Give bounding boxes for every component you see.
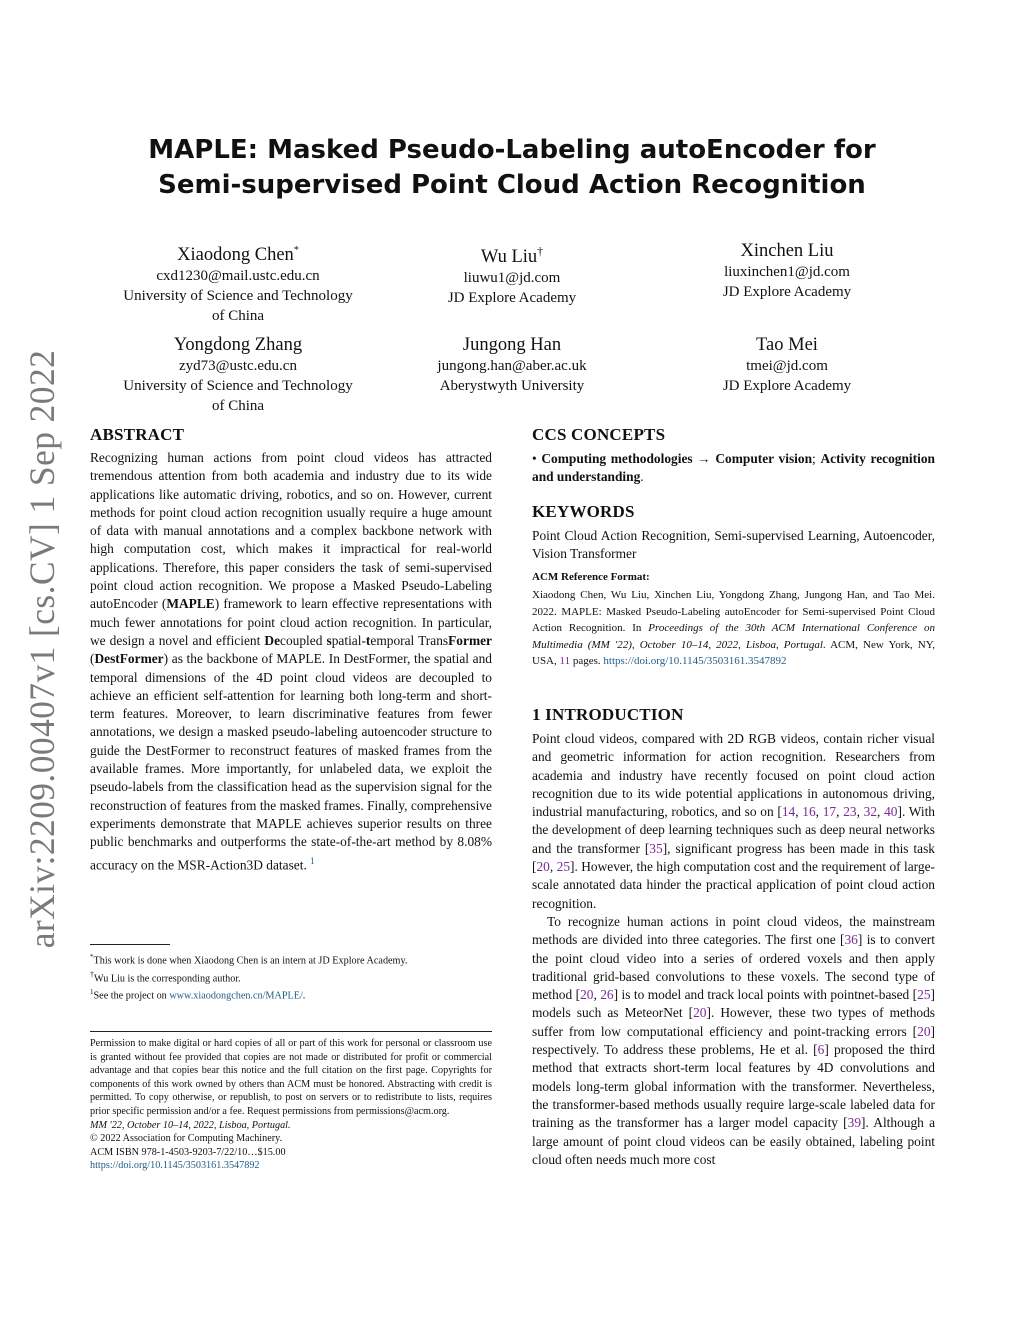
author-affiliation: JD Explore Academy [722,284,852,300]
author-block [637,240,937,302]
paper-title-line-2: Semi-supervised Point Cloud Action Recognition [158,170,866,200]
keywords-heading: KEYWORDS [532,502,635,521]
author-affiliation: University of Science and Technology [123,288,353,305]
author-block [88,240,388,326]
footnote-rule [90,944,170,945]
author-affiliation: Aberystwyth University [439,378,585,394]
author-name: Yongdong Zhang [173,335,303,355]
copyright-line: © 2022 Association for Computing Machinery. [90,1133,283,1145]
author-affiliation: University of Science and Technology [123,378,353,394]
venue-line: MM '22, October 10–14, 2022, Lisboa, Portugal. [90,1119,291,1131]
author-block [362,334,662,396]
intro-heading: 1 INTRODUCTION [532,705,684,724]
author-block [362,240,662,308]
author-name: Xinchen Liu [740,241,834,261]
author-block [88,334,388,416]
isbn-line: ACM ISBN 978-1-4503-9203-7/22/10…$15.00 [90,1146,286,1158]
ccs-heading: CCS CONCEPTS [532,425,666,444]
author-name: Xiaodong Chen [177,245,294,266]
author-email: liuwu1@jd.com [463,270,561,287]
author-block [637,334,937,396]
author-email: cxd1230@mail.ustc.edu.cn [156,268,320,285]
author-name: Tao Mei [756,335,818,355]
author-affiliation: JD Explore Academy [722,378,852,394]
keywords-text: Point Cloud Action Recognition, Semi-supervised Learning, Autoencoder, Vision Transformer [532,528,935,562]
author-email: tmei@jd.com [746,358,828,374]
author-email: zyd73@ustc.edu.cn [179,358,297,374]
author-mark: † [537,244,544,258]
doi-link[interactable]: https://doi.org/10.1145/3503161.3547892 [90,1160,260,1172]
permission-rule [90,1031,492,1032]
footnote-ref[interactable]: 1 [310,855,315,866]
author-name: Wu Liu [480,247,538,268]
footnote-2: †Wu Liu is the corresponding author. [90,969,241,985]
footnote-1: *This work is done when Xiaodong Chen is an intern at JD Explore Academy. [90,953,408,967]
intro-paragraph-2: To recognize human actions in point cloud videos, the mainstream methods are divided into three categories. The first one [36] is to convert the point cloud video into a series of ordered voxels and then apply traditional grid-based convolutions to these voxels. The second type of method [20, 26] is to model and track local points with pointnet-based [25] models such as MeteorNet [20]. However, these two types of methods suffer from low computational efficiency and point-tracking errors [20] respectively. To address these problems, He et al. [6] proposed the third method that extracts short-term local features by 4D convolutions and models long-term global information with the transformer. Nevertheless, the transformer-based methods usually require large-scale labeled data for training as the transformer has a larger model capacity [39]. Although a large amount of point cloud videos can be easily obtained, labeling point cloud often needs much more cost [532,913,936,1167]
acm-reference-heading: ACM Reference Format: [532,571,650,583]
paper-title-line-1: MAPLE: Masked Pseudo-Labeling autoEncoder for [148,135,876,165]
author-email: liuxinchen1@jd.com [724,264,850,280]
author-affiliation-cont: of China [211,308,265,325]
abstract-body: Recognizing human actions from point cloud videos has attracted tremendous attention from both academia and industry due to its wide applications like automatic driving, robotics, and so on. However, current methods for point cloud action recognition usually require a huge amount of data with manual annotations and a complex backbone network with high computation cost, which makes it impractical for real-world applications. Therefore, this paper considers the task of semi-supervised point cloud action recognition. We propose a Masked Pseudo-Labeling autoEncoder (MAPLE) framework to learn effective representations with much fewer annotations for point cloud action recognition. In particular, we design a novel and efficient Decoupled spatial-temporal TransFormer (DestFormer) as the backbone of MAPLE. In DestFormer, the spatial and temporal dimensions of the 4D point cloud videos are decoupled to achieve an efficient self-attention for learning both long-term and short-term features. Moreover, to learn discriminative features from fewer annotations, we design a masked pseudo-labeling autoencoder structure to guide the DestFormer to reconstruct features of masked frames from the available frames. More importantly, for unlabeled data, we exploit the pseudo-labels from the classification head as the supervision signal for the reconstruction of features from the masked frames. Finally, comprehensive experiments demonstrate that MAPLE achieves superior results on three public benchmarks and outperforms the state-of-the-art method by 8.08% accuracy on the MSR-Action3D dataset. $^1$ [90,450,492,872]
project-link[interactable]: www.xiaodongchen.cn/MAPLE/ [169,989,303,1001]
arxiv-identifier: arXiv:2209.00407v1 [cs.CV] 1 Sep 2022 [22,349,62,949]
ccs-concepts: • Computing methodologies → Computer vision; Activity recognition and understanding. [532,451,935,485]
footnotes [90,951,492,1002]
intro-body [532,730,935,1169]
author-affiliation: JD Explore Academy [447,290,577,307]
author-mark: * [293,245,299,256]
intro-paragraph-1: Point cloud videos, compared with 2D RGB videos, contain richer visual and geometric information for action recognition. Researchers from academia and industry have recently focused on point cloud action recognition due to its wide potential applications in autonomous driving, industrial manufacturing, robotics, and so on [14, 16, 17, 23, 32, 40]. With the development of deep learning techniques such as deep neural networks and the transformer [35], significant progress has been made in this task [20, 25]. However, the high computation cost and the requirement of large-scale annotated data hinder the practical application of point cloud action recognition. [532,731,935,911]
author-affiliation-cont: of China [211,398,265,414]
acm-doi-link[interactable]: https://doi.org/10.1145/3503161.3547892 [603,655,787,668]
footnote-3: $^1$See the project on www.xiaodongchen.cn/MAPLE/. [90,987,306,1001]
author-name: Jungong Han [462,335,562,355]
permission-notice: Permission to make digital or hard copies of all or part of this work for personal or classroom use is granted without fee provided that copies are not made or distributed for profit or commercial advantage and that copies bear this notice and the full citation on the first page. Copyrights for components of this work owned by others than ACM must be honored. Abstracting with credit is permitted. To copy otherwise, or republish, to post on servers or to redistribute to lists, requires prior specific permission and/or a fee. Request permissions from permissions@acm.org. MM '22, October 10–14, 2022, Lisboa, Portugal. © 2022 Association for Computing Machinery. ACM ISBN 978-1-4503-9203-7/22/10…$15.00 https://doi.org/10.1145/3503161.3547892 [90,1038,492,1172]
abstract-heading: ABSTRACT [90,425,185,444]
author-email: jungong.han@aber.ac.uk [437,358,587,374]
acm-reference-text: Xiaodong Chen, Wu Liu, Xinchen Liu, Yongdong Zhang, Jungong Han, and Tao Mei. 2022. MAPLE: Masked Pseudo-Labeling autoEncoder for Semi-supervised Point Cloud Action Recognition. In Proceedings of the 30th ACM International Conference on Multimedia (MM '22), October 10–14, 2022, Lisboa, Portugal. ACM, New York, NY, USA, 11 pages. https://doi.org/10.1145/3503161.3547892 [532,589,936,668]
